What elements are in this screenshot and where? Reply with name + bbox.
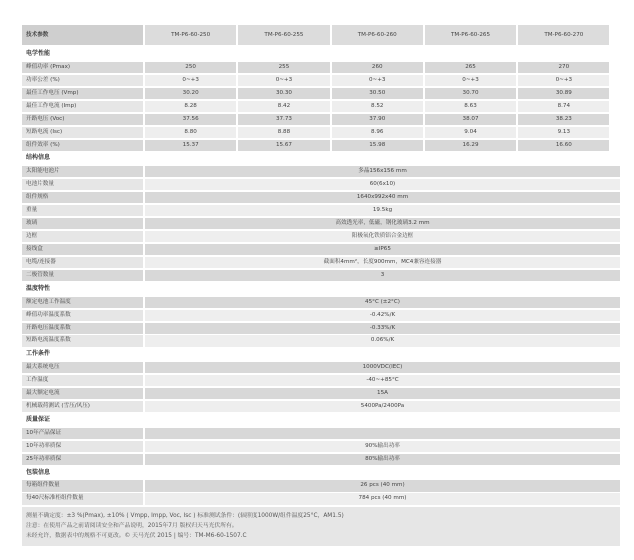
spec-label: 重量: [22, 205, 143, 216]
spec-value: ≥IP65: [145, 244, 620, 255]
spec-row: [22, 205, 620, 216]
header-label: 技术参数: [22, 25, 143, 45]
spec-label: 25年功率质保: [22, 454, 143, 465]
spec-value: 30.70: [425, 88, 516, 99]
spec-value: 0~+3: [145, 75, 236, 86]
spec-row: [22, 454, 620, 465]
spec-row: [22, 140, 620, 151]
spec-row: [22, 244, 620, 255]
spec-row: [22, 166, 620, 177]
spec-value: -0.42%/K: [145, 310, 620, 321]
spec-value: 30.20: [145, 88, 236, 99]
spec-value: 1000VDC(IEC): [145, 362, 620, 373]
section-title: 质量保证: [26, 416, 51, 423]
spec-value: 19.5kg: [145, 205, 620, 216]
spec-value: 37.73: [238, 114, 329, 125]
spec-label: 接线盒: [22, 244, 143, 255]
spec-row: [22, 127, 620, 138]
spec-value: 8.80: [145, 127, 236, 138]
spec-label: 额定电池工作温度: [22, 297, 143, 308]
spec-label: 组件规格: [22, 192, 143, 203]
spec-label: 二极管数量: [22, 270, 143, 281]
spec-label: 电池片数量: [22, 179, 143, 190]
spec-value: 0~+3: [332, 75, 423, 86]
spec-label: 最大额定电流: [22, 388, 143, 399]
spec-label: 开路电压 (Voc): [22, 114, 143, 125]
spec-row: [22, 388, 620, 399]
spec-row: [22, 114, 620, 125]
spec-value: 15A: [145, 388, 620, 399]
spec-value: 8.74: [518, 101, 609, 112]
spec-value: 8.88: [238, 127, 329, 138]
spec-row: [22, 297, 620, 308]
spec-label: 短路电流温度系数: [22, 335, 143, 346]
footnote-line: 未经允许，数据表中的规格不可更改。© 天马光伏 2015 | 编号：TM-M6-60-1507.C: [26, 533, 247, 540]
spec-label: 最佳工作电流 (Imp): [22, 101, 143, 112]
spec-label: 工作温度: [22, 375, 143, 386]
model-header: TM-P6-60-265: [425, 25, 516, 45]
spec-value: 37.56: [145, 114, 236, 125]
spec-value: 8.52: [332, 101, 423, 112]
spec-row: [22, 441, 620, 452]
spec-value: 60(6x10): [145, 179, 620, 190]
spec-label: 电缆/连接器: [22, 257, 143, 268]
section-title: 包装信息: [26, 468, 51, 476]
spec-value: 30.89: [518, 88, 609, 99]
spec-value: 0~+3: [518, 75, 609, 86]
spec-value: 90%输出功率: [145, 441, 620, 452]
footnote-line: 测量不确定度：±3 %(Pmax), ±10% ( Vmpp, Impp, Voc, Isc ) 标准测试条件：(辐照度1000W/组件温度25°C，AM1.5): [26, 512, 344, 519]
spec-value: 3: [145, 270, 620, 281]
spec-value: 高效透光率，低磁，钢化玻璃3.2 mm: [145, 218, 620, 229]
spec-label: 太阳能电池片: [22, 166, 143, 177]
section-title: 工作条件: [26, 350, 51, 358]
spec-value: 15.37: [145, 140, 236, 151]
spec-label: 每箱组件数量: [22, 480, 143, 491]
spec-label: 最大系统电压: [22, 362, 143, 373]
spec-label: 玻璃: [22, 218, 143, 229]
spec-value: [145, 428, 620, 439]
spec-label: 开路电压温度系数: [22, 323, 143, 334]
spec-row: [22, 218, 620, 229]
spec-value: 截面积4mm²，长度900mm，MC4兼容连接器: [145, 257, 620, 268]
spec-value: 8.28: [145, 101, 236, 112]
section-title: 结构信息: [26, 154, 51, 162]
spec-value: 270: [518, 62, 609, 73]
spec-value: 30.30: [238, 88, 329, 99]
spec-value: 9.13: [518, 127, 609, 138]
spec-value: 0.06%/K: [145, 335, 620, 346]
spec-value: 16.29: [425, 140, 516, 151]
spec-label: 短路电流 (Isc): [22, 127, 143, 138]
spec-label: 10年产品保证: [22, 428, 143, 439]
model-header: TM-P6-60-255: [238, 25, 329, 45]
spec-label: 峰值功率温度系数: [22, 310, 143, 321]
spec-value: 38.07: [425, 114, 516, 125]
spec-value: 8.96: [332, 127, 423, 138]
spec-value: 38.23: [518, 114, 609, 125]
spec-value: 1640x992x40 mm: [145, 192, 620, 203]
spec-row: [22, 401, 620, 412]
spec-label: 功率公差 (%): [22, 75, 143, 86]
spec-value: 15.98: [332, 140, 423, 151]
spec-row: [22, 88, 620, 99]
spec-label: 机械载荷测试 (雪压/风压): [22, 401, 143, 412]
spec-value: 80%输出功率: [145, 454, 620, 465]
spec-row: [22, 362, 620, 373]
spec-value: 37.90: [332, 114, 423, 125]
spec-row: [22, 480, 620, 491]
spec-value: 16.60: [518, 140, 609, 151]
spec-value: 250: [145, 62, 236, 73]
spec-row: [22, 493, 620, 504]
spec-row: [22, 270, 620, 281]
model-header: TM-P6-60-260: [332, 25, 423, 45]
spec-value: -0.33%/K: [145, 323, 620, 334]
spec-label: 边框: [22, 231, 143, 242]
spec-row: [22, 192, 620, 203]
spec-row: [22, 335, 620, 346]
spec-value: 265: [425, 62, 516, 73]
spec-row: [22, 179, 620, 190]
section-title: 电学性能: [26, 50, 51, 57]
spec-row: [22, 101, 620, 112]
model-header: TM-P6-60-270: [518, 25, 609, 45]
footnote-line: 注意：在使用产品之前请阅读安全和产品说明，2015年7月 版权归天马光伏所有。: [26, 522, 238, 529]
header-row: [22, 25, 620, 45]
spec-row: [22, 231, 620, 242]
spec-row: [22, 75, 620, 86]
spec-row: [22, 428, 620, 439]
spec-value: 26 pcs (40 mm): [145, 480, 620, 491]
spec-row: [22, 62, 620, 73]
spec-label: 峰值功率 (Pmax): [22, 62, 143, 73]
spec-label: 每40尺标准柜组件数量: [22, 493, 143, 504]
spec-label: 10年功率质保: [22, 441, 143, 452]
spec-row: [22, 375, 620, 386]
spec-value: 阳极氧化铁质铝合金边框: [145, 231, 620, 242]
spec-sheet: [22, 25, 620, 546]
spec-sections: [22, 48, 620, 505]
spec-value: -40~+85°C: [145, 375, 620, 386]
footnotes: [22, 507, 620, 546]
spec-row: [22, 310, 620, 321]
spec-value: 8.42: [238, 101, 329, 112]
spec-row: [22, 257, 620, 268]
spec-value: 15.67: [238, 140, 329, 151]
spec-value: 30.50: [332, 88, 423, 99]
spec-value: 5400Pa/2400Pa: [145, 401, 620, 412]
section-title: 温度特性: [26, 284, 51, 292]
spec-value: 多晶156x156 mm: [145, 166, 620, 177]
spec-row: [22, 323, 620, 334]
spec-value: 45°C (±2°C): [145, 297, 620, 308]
spec-label: 最佳工作电压 (Vmp): [22, 88, 143, 99]
spec-value: 260: [332, 62, 423, 73]
spec-value: 8.63: [425, 101, 516, 112]
spec-value: 0~+3: [238, 75, 329, 86]
spec-value: 0~+3: [425, 75, 516, 86]
spec-value: 9.04: [425, 127, 516, 138]
model-header: TM-P6-60-250: [145, 25, 236, 45]
spec-value: 784 pcs (40 mm): [145, 493, 620, 504]
spec-label: 组件效率 (%): [22, 140, 143, 151]
spec-value: 255: [238, 62, 329, 73]
